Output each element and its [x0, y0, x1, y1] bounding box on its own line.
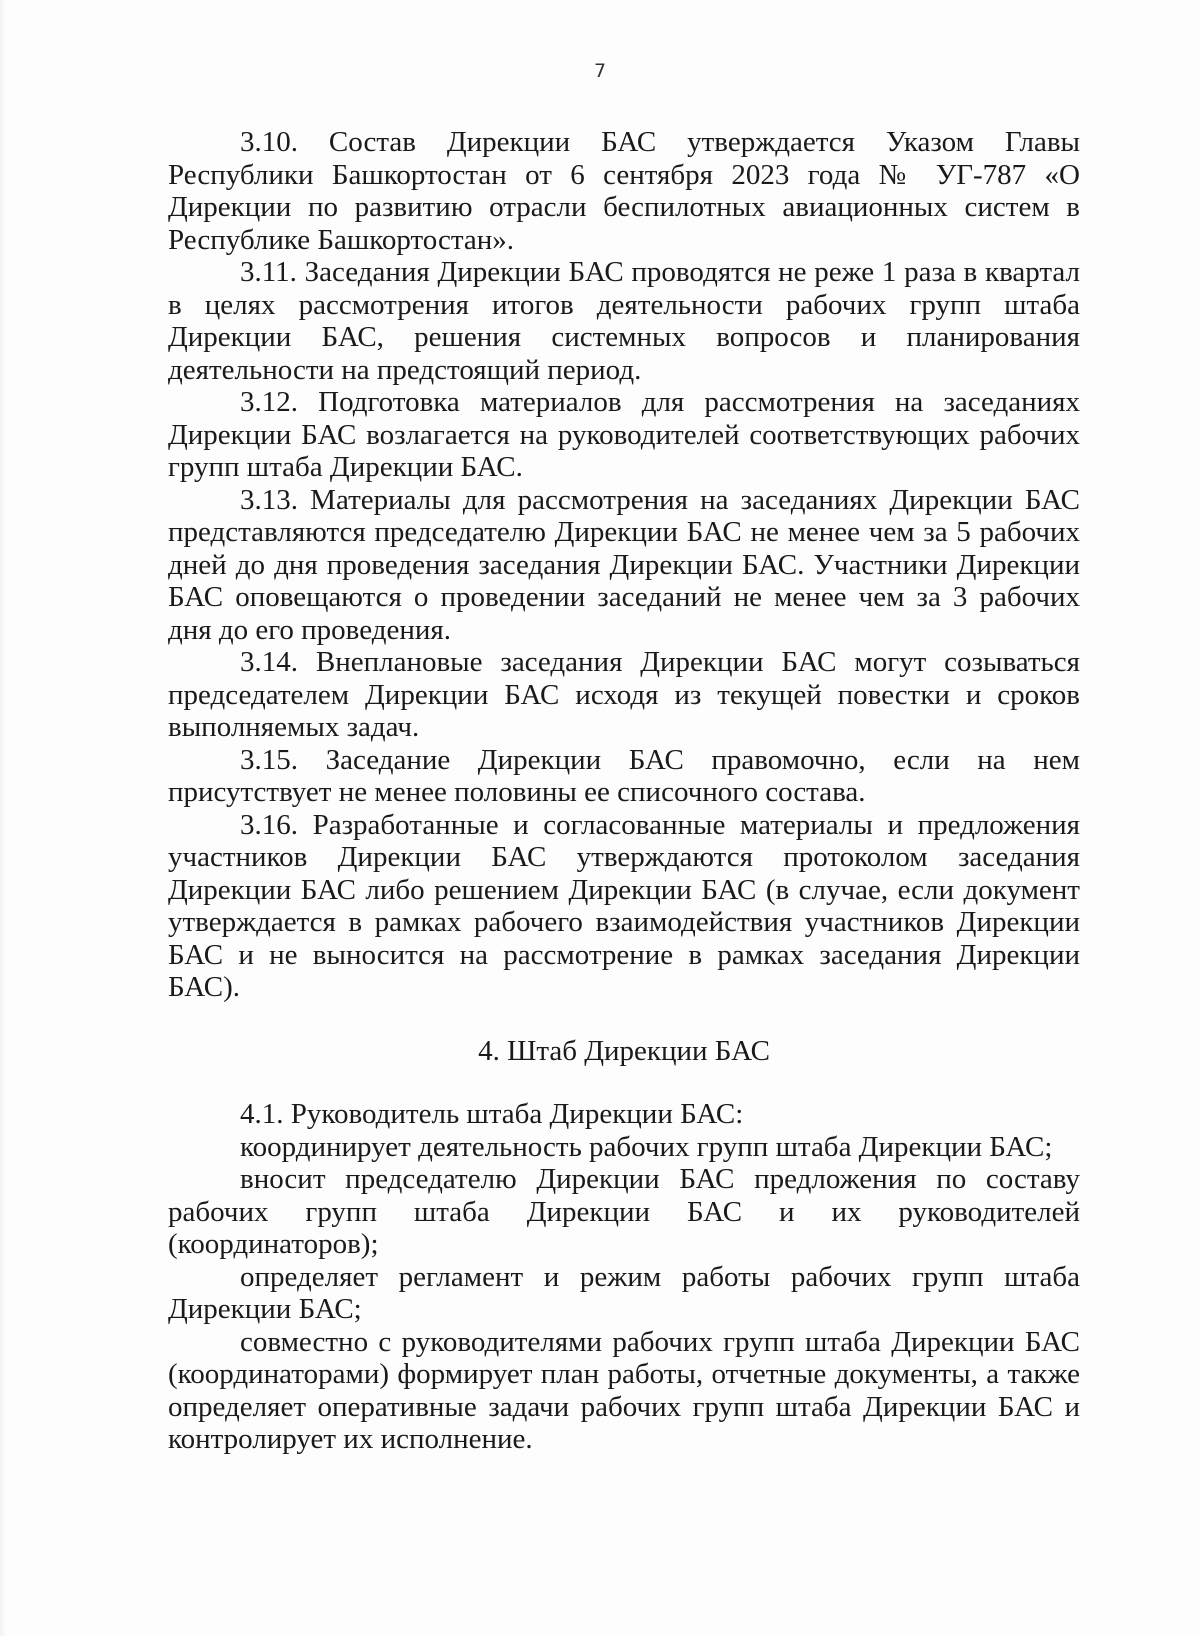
paragraph-4-1-coordinates: координирует деятельность рабочих групп штаба Дирекции БАС; [240, 1130, 1053, 1163]
paragraph-3-13: 3.13. Материалы для рассмотрения на заседаниях Дирекции БАС представляются председателю Дирекции БАС не менее чем за 5 рабочих дней до дня проведения заседания Дирекции БАС. Участники Дирекции БАС оповещаются о проведении заседаний не менее чем за 3 рабочих дня до его проведения. [168, 483, 1080, 646]
paragraph-4-1-regulations: определяет регламент и режим работы рабочих групп штаба Дирекции БАС; [168, 1260, 1080, 1325]
paragraph-3-10: 3.10. Состав Дирекции БАС утверждается Указом Главы Республики Башкортостан от 6 сентября 2023 года № УГ-787 «О Дирекции по развитию отрасли беспилотных авиационных систем в Республике Башкортостан». [168, 126, 1080, 256]
paragraph-3-11: 3.11. Заседания Дирекции БАС проводятся не реже 1 раза в квартал в целях рассмотрения итогов деятельности рабочих групп штаба Дирекции БАС, решения системных вопросов и планирования деятельности на предстоящий период. [168, 256, 1080, 386]
paragraph-3-16: 3.16. Разработанные и согласованные материалы и предложения участников Дирекции БАС утверждаются протоколом заседания Дирекции БАС либо решением Дирекции БАС (в случае, если документ утверждается в рамках рабочего взаимодействия участников Дирекции БАС и не выносится на рассмотрение в рамках заседания Дирекции БАС). [168, 808, 1080, 1003]
document-body [168, 126, 1080, 1456]
paragraph-3-12: 3.12. Подготовка материалов для рассмотрения на заседаниях Дирекции БАС возлагается на руководителей соответствующих рабочих групп штаба Дирекции БАС. [168, 386, 1080, 483]
scan-edge-shadow [0, 0, 6, 1636]
paragraph-3-15: 3.15. Заседание Дирекции БАС правомочно, если на нем присутствует не менее половины ее списочного состава. [168, 743, 1080, 808]
page-number: 7 [593, 60, 607, 82]
paragraph-4-1-proposals: вносит председателю Дирекции БАС предложения по составу рабочих групп штаба Дирекции БАС и их руководителей (координаторов); [168, 1163, 1080, 1260]
paragraph-3-14: 3.14. Внеплановые заседания Дирекции БАС могут созываться председателем Дирекции БАС исходя из текущей повестки и сроков выполняемых задач. [168, 646, 1080, 743]
paragraph-4-1-intro: 4.1. Руководитель штаба Дирекции БАС: [240, 1098, 744, 1130]
section-4-title: 4. Штаб Дирекции БАС [478, 1034, 770, 1067]
paragraph-4-1-work-plan: совместно с руководителями рабочих групп штаба Дирекции БАС (координаторами) формирует план работы, отчетные документы, а также определяет оперативные задачи рабочих групп штаба Дирекции БАС и контролирует их исполнение. [168, 1325, 1080, 1455]
